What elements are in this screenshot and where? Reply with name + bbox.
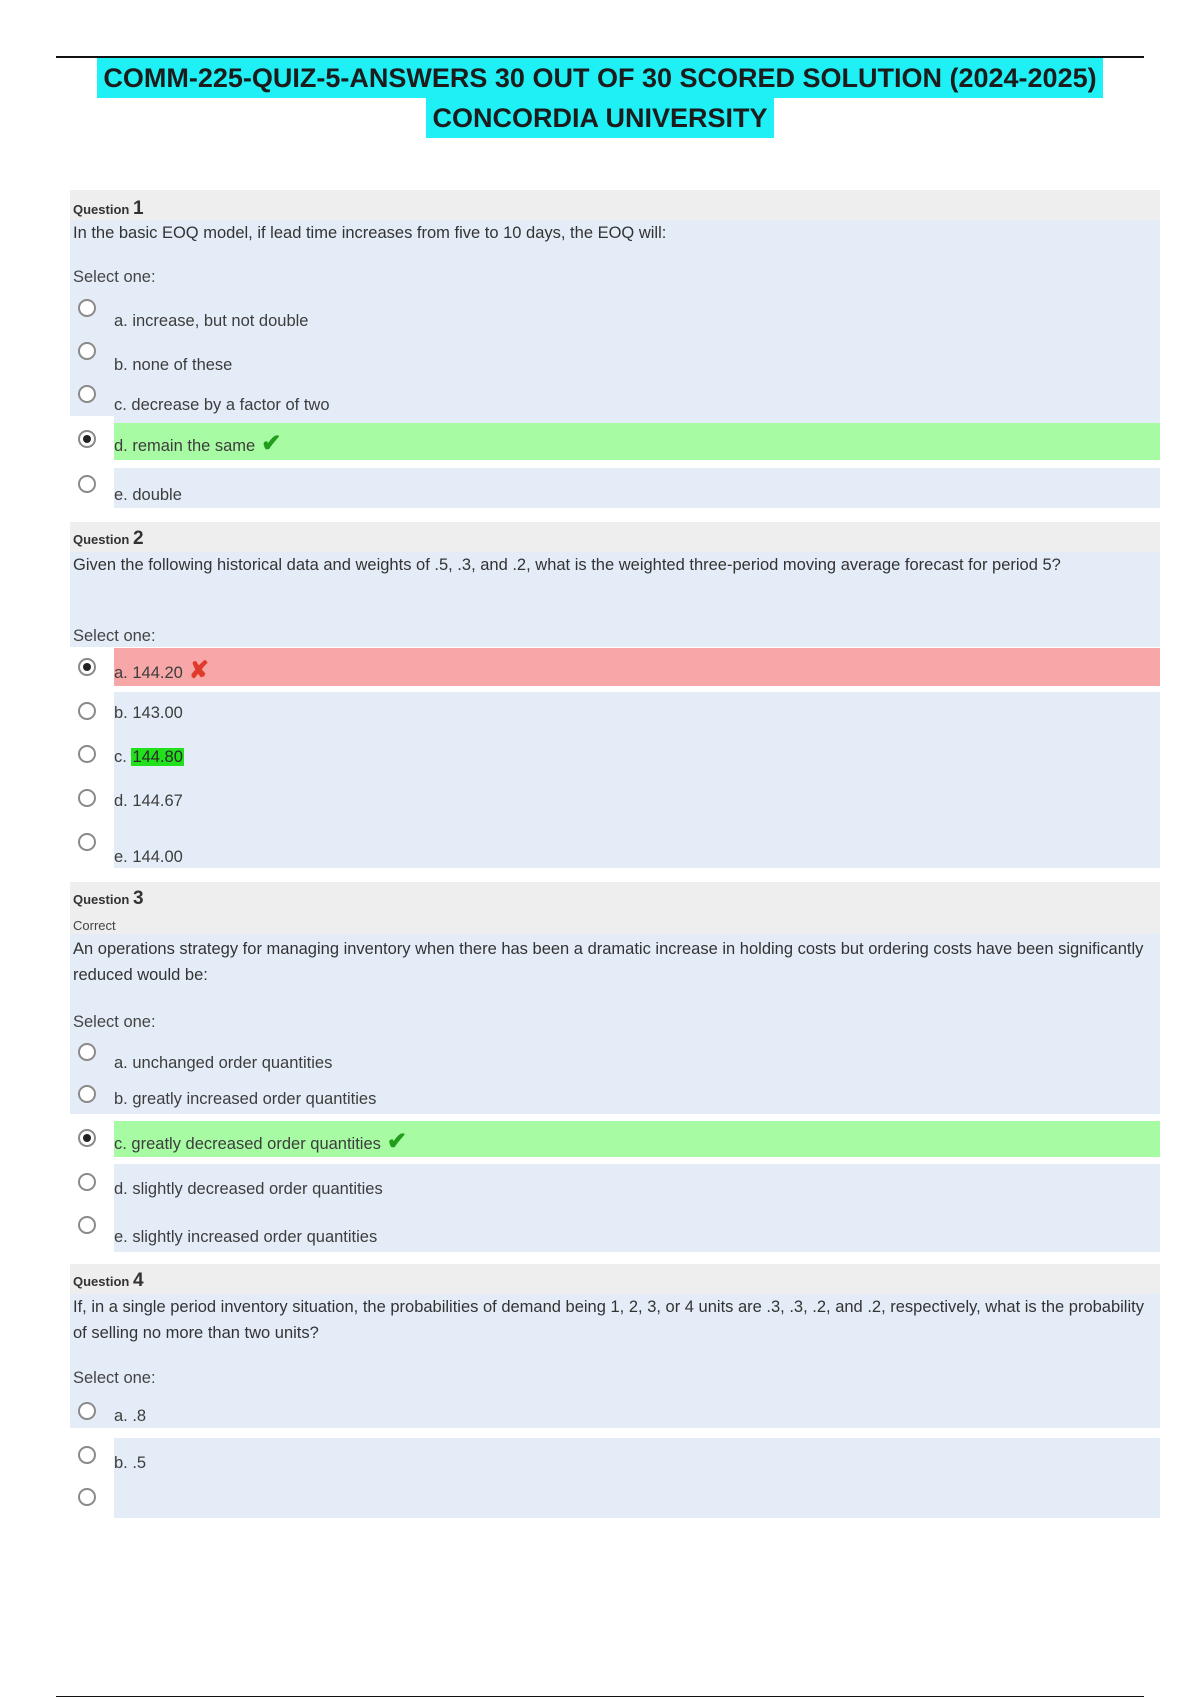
question-label: Question [73, 532, 130, 547]
option-q4-b[interactable]: b. .5 [114, 1438, 1160, 1480]
title-line-1: COMM-225-QUIZ-5-ANSWERS 30 OUT OF 30 SCORED SOLUTION (2024-2025) [97, 58, 1102, 98]
question-text: An operations strategy for managing inventory when there has been a dramatic increase in holding costs but ordering costs have been significantly reduced would be: [73, 940, 1144, 984]
option-q1-e[interactable]: e. double [114, 468, 1160, 508]
option-q1-a[interactable]: a. increase, but not double [114, 302, 1160, 342]
option-q3-e[interactable]: e. slightly increased order quantities [114, 1208, 1160, 1252]
option-q3-c[interactable]: c. greatly decreased order quantities ✔ [114, 1121, 1160, 1157]
option-q4-c[interactable] [114, 1480, 1160, 1518]
check-icon: ✔ [386, 1128, 408, 1155]
question-1-header [70, 190, 1160, 220]
radio-q1-b[interactable] [78, 342, 96, 360]
option-q2-a[interactable]: a. 144.20 ✘ [114, 648, 1160, 686]
select-one-label: Select one: [73, 1013, 156, 1031]
select-one-label: Select one: [73, 1369, 156, 1387]
option-q4-a[interactable]: a. .8 [114, 1395, 1160, 1428]
radio-q2-a[interactable] [78, 658, 96, 676]
question-number: 2 [132, 528, 144, 549]
question-number: 3 [132, 888, 144, 909]
question-label: Question [73, 1274, 130, 1289]
question-text: Given the following historical data and weights of .5, .3, and .2, what is the weighted three-period moving average forecast for period 5? [73, 556, 1061, 574]
radio-q2-b[interactable] [78, 702, 96, 720]
radio-q1-c[interactable] [78, 385, 96, 403]
question-text: If, in a single period inventory situation, the probabilities of demand being 1, 2, 3, or 4 units are .3, .3, .2, and .2, respectively, what is the probability of selling no more than two units? [73, 1298, 1144, 1342]
radio-q3-b[interactable] [78, 1085, 96, 1103]
option-q1-d[interactable]: d. remain the same ✔ [114, 423, 1160, 460]
radio-q3-c[interactable] [78, 1129, 96, 1147]
cross-icon: ✘ [188, 657, 209, 684]
title-line-2: CONCORDIA UNIVERSITY [426, 98, 773, 138]
question-2-header [70, 522, 1160, 552]
radio-q2-c[interactable] [78, 745, 96, 763]
radio-q1-a[interactable] [78, 299, 96, 317]
radio-q4-b[interactable] [78, 1446, 96, 1464]
option-q1-c[interactable]: c. decrease by a factor of two [114, 386, 1160, 426]
question-3-header [70, 882, 1160, 934]
option-q3-d[interactable]: d. slightly decreased order quantities [114, 1164, 1160, 1208]
radio-q2-e[interactable] [78, 833, 96, 851]
option-q3-a[interactable]: a. unchanged order quantities [114, 1036, 1160, 1076]
option-q2-b[interactable]: b. 143.00 [114, 692, 1160, 732]
option-q2-e[interactable]: e. 144.00 [114, 820, 1160, 868]
option-q1-b[interactable]: b. none of these [114, 346, 1160, 386]
question-4-header [70, 1264, 1160, 1294]
question-label: Question [73, 892, 130, 907]
check-icon: ✔ [261, 430, 282, 457]
question-number: 1 [132, 198, 144, 219]
question-2-body [70, 552, 1160, 647]
radio-q3-e[interactable] [78, 1216, 96, 1234]
radio-q2-d[interactable] [78, 789, 96, 807]
question-text: In the basic EOQ model, if lead time increases from five to 10 days, the EOQ will: [73, 224, 667, 242]
radio-q4-a[interactable] [78, 1402, 96, 1420]
correct-answer-highlight: 144.80 [132, 748, 183, 766]
radio-q3-a[interactable] [78, 1043, 96, 1061]
option-q3-b[interactable]: b. greatly increased order quantities [114, 1076, 1160, 1114]
option-q2-c[interactable]: c. 144.80 [114, 732, 1160, 780]
question-label: Question [73, 202, 130, 217]
bottom-rule [56, 1696, 1144, 1697]
radio-q4-c[interactable] [78, 1488, 96, 1506]
radio-q1-e[interactable] [78, 475, 96, 493]
status-correct: Correct [73, 918, 116, 933]
radio-q3-d[interactable] [78, 1173, 96, 1191]
question-number: 4 [132, 1270, 144, 1291]
select-one-label: Select one: [73, 627, 156, 645]
option-q2-d[interactable]: d. 144.67 [114, 780, 1160, 820]
radio-q1-d[interactable] [78, 430, 96, 448]
select-one-label: Select one: [73, 268, 156, 286]
document-title [0, 58, 1200, 138]
